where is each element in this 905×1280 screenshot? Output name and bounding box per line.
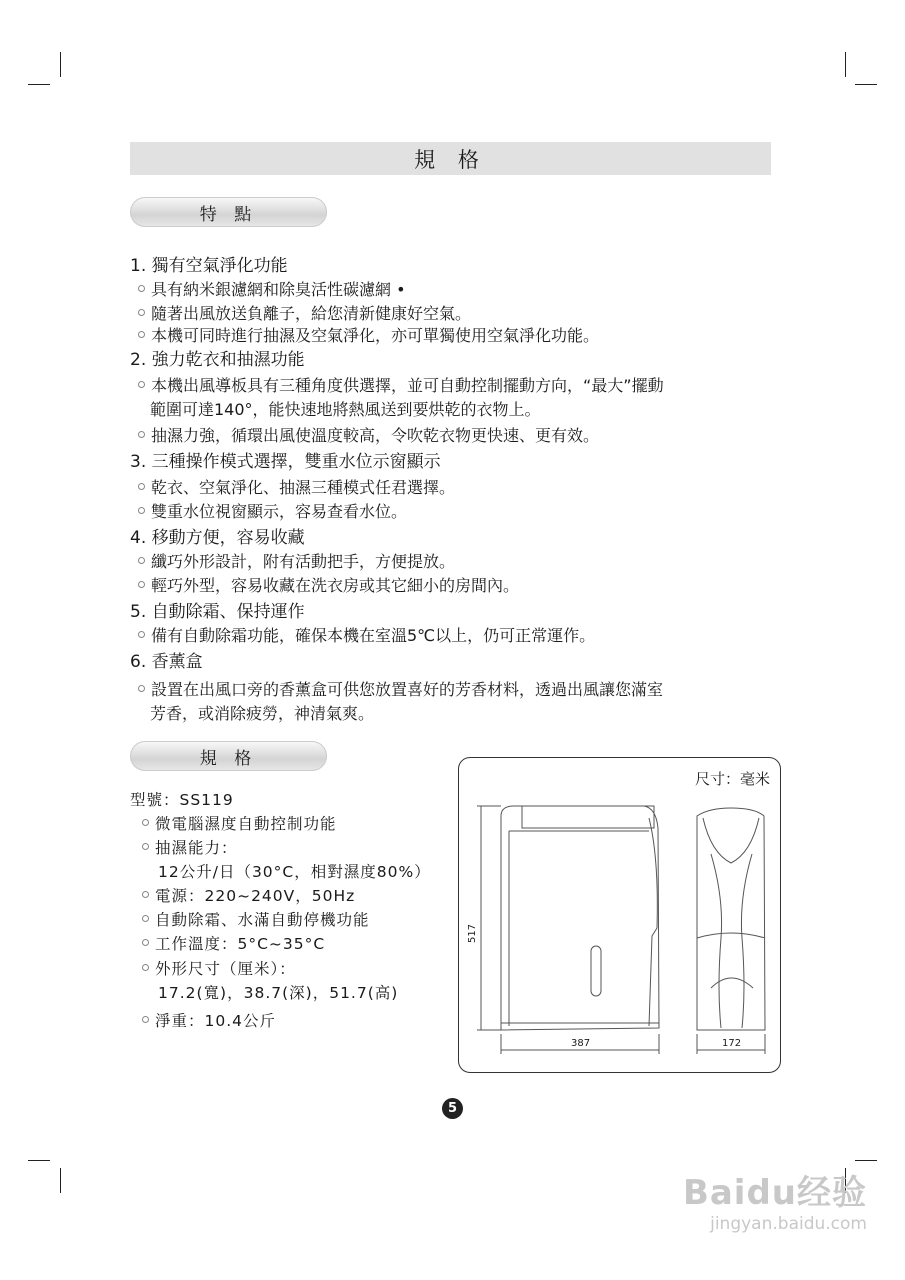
page-number: 5 <box>442 1098 463 1119</box>
watermark-logo: Baidu经验 <box>682 1173 867 1213</box>
feature-item-text: 備有自動除霜功能，確保本機在室溫5℃以上，仍可正常運作。 <box>151 626 596 645</box>
spec-item <box>142 910 370 930</box>
bullet-icon <box>138 581 145 588</box>
dimensions-detail: 17.2(寬)，38.7(深)，51.7(高) <box>158 984 399 1002</box>
spec-item <box>142 1011 276 1031</box>
bullet-icon <box>142 891 149 898</box>
crop-mark <box>845 52 846 77</box>
bullet-icon <box>142 939 149 946</box>
feature-item-text: 本機出風導板具有三種角度供選擇，並可自動控制擺動方向，“最大”擺動 <box>151 376 664 395</box>
feature-item <box>138 680 663 700</box>
bullet-icon <box>138 381 145 388</box>
feature-item-text: 隨著出風放送負離子，給您清新健康好空氣。 <box>151 304 472 323</box>
spec-item <box>142 886 355 906</box>
feature-item <box>138 552 455 572</box>
crop-mark <box>28 1160 50 1161</box>
crop-mark <box>60 1168 61 1193</box>
feature-item <box>138 478 455 498</box>
feature-item-text: 輕巧外型，容易收藏在洗衣房或其它細小的房間內。 <box>151 576 520 595</box>
feature-item <box>138 280 406 300</box>
bullet-icon <box>138 309 145 316</box>
feature-item-text: 纖巧外形設計，附有活動把手，方便提放。 <box>151 552 456 571</box>
bullet-icon <box>138 557 145 564</box>
feature-item-text: 抽濕力強，循環出風使溫度較高，令吹乾衣物更快速、更有效。 <box>151 426 600 445</box>
bullet-icon <box>142 843 149 850</box>
spec-item-text: 電源：220~240V，50Hz <box>155 887 356 905</box>
spec-item-text: 抽濕能力： <box>155 839 238 857</box>
feature-title: 4. 移動方便，容易收藏 <box>130 528 305 548</box>
bullet-icon <box>138 685 145 692</box>
width-dimension: 172 <box>722 1038 742 1049</box>
feature-title: 5. 自動除霜、保持運作 <box>130 602 305 622</box>
model-number: 型號：SS119 <box>130 791 234 809</box>
spec-heading: 規 格 <box>130 741 327 771</box>
crop-mark <box>60 52 61 77</box>
feature-title: 2. 強力乾衣和抽濕功能 <box>130 350 305 370</box>
spec-item-text: 自動除霜、水滿自動停機功能 <box>155 911 370 929</box>
feature-item-text: 雙重水位視窗顯示，容易查看水位。 <box>151 502 408 521</box>
feature-item <box>138 426 599 446</box>
page-title: 規 格 <box>130 142 771 175</box>
watermark <box>683 1165 867 1234</box>
feature-item-continuation: 芳香，或消除疲勞，神清氣爽。 <box>150 704 375 723</box>
spec-item <box>142 959 296 979</box>
features-heading: 特 點 <box>130 197 327 227</box>
feature-item-text: 設置在出風口旁的香薰盒可供您放置喜好的芳香材料，透過出風讓您滿室 <box>151 680 664 699</box>
bullet-icon <box>138 331 145 338</box>
spec-item-text: 外形尺寸（厘米）： <box>155 960 296 978</box>
spec-item-text: 微電腦濕度自動控制功能 <box>155 815 337 833</box>
feature-item <box>138 326 599 346</box>
feature-item <box>138 502 407 522</box>
feature-item-text: 本機可同時進行抽濕及空氣淨化，亦可單獨使用空氣淨化功能。 <box>151 326 600 345</box>
bullet-icon <box>138 631 145 638</box>
dehumidifier-drawing <box>459 758 780 1072</box>
bullet-icon <box>142 964 149 971</box>
crop-mark <box>855 1160 877 1161</box>
crop-mark <box>855 84 877 85</box>
spec-item-text: 工作溫度：5°C~35°C <box>155 935 326 953</box>
bullet-icon <box>142 915 149 922</box>
spec-item <box>142 814 337 834</box>
spec-item <box>142 934 325 954</box>
feature-item <box>138 626 595 646</box>
feature-title: 1. 獨有空氣淨化功能 <box>130 256 288 276</box>
bullet-icon <box>138 507 145 514</box>
bullet-icon <box>142 819 149 826</box>
feature-item-continuation: 範圍可達140°，能快速地將熱風送到要烘乾的衣物上。 <box>150 400 541 419</box>
spec-item <box>142 838 238 858</box>
dimension-diagram <box>458 757 781 1073</box>
crop-mark <box>28 84 50 85</box>
bullet-icon <box>138 431 145 438</box>
height-dimension: 517 <box>467 923 479 944</box>
depth-dimension: 387 <box>571 1038 591 1049</box>
feature-title: 6. 香薰盒 <box>130 652 203 672</box>
bullet-icon <box>138 483 145 490</box>
bullet-icon <box>138 285 145 292</box>
feature-item <box>138 376 664 396</box>
feature-item-text: 乾衣、空氣淨化、抽濕三種模式任君選擇。 <box>151 478 456 497</box>
unit-label: 尺寸：毫米 <box>694 770 770 788</box>
feature-item-text: 具有納米銀濾網和除臭活性碳濾網 • <box>151 280 406 299</box>
capacity-detail: 12公升/日（30°C，相對濕度80%） <box>158 863 431 881</box>
bullet-icon <box>142 1016 149 1023</box>
feature-title: 3. 三種操作模式選擇，雙重水位示窗顯示 <box>130 452 441 472</box>
feature-item <box>138 304 471 324</box>
feature-item <box>138 576 519 596</box>
watermark-url: jingyan.baidu.com <box>710 1214 867 1234</box>
spec-item-text: 淨重：10.4公斤 <box>155 1012 277 1030</box>
